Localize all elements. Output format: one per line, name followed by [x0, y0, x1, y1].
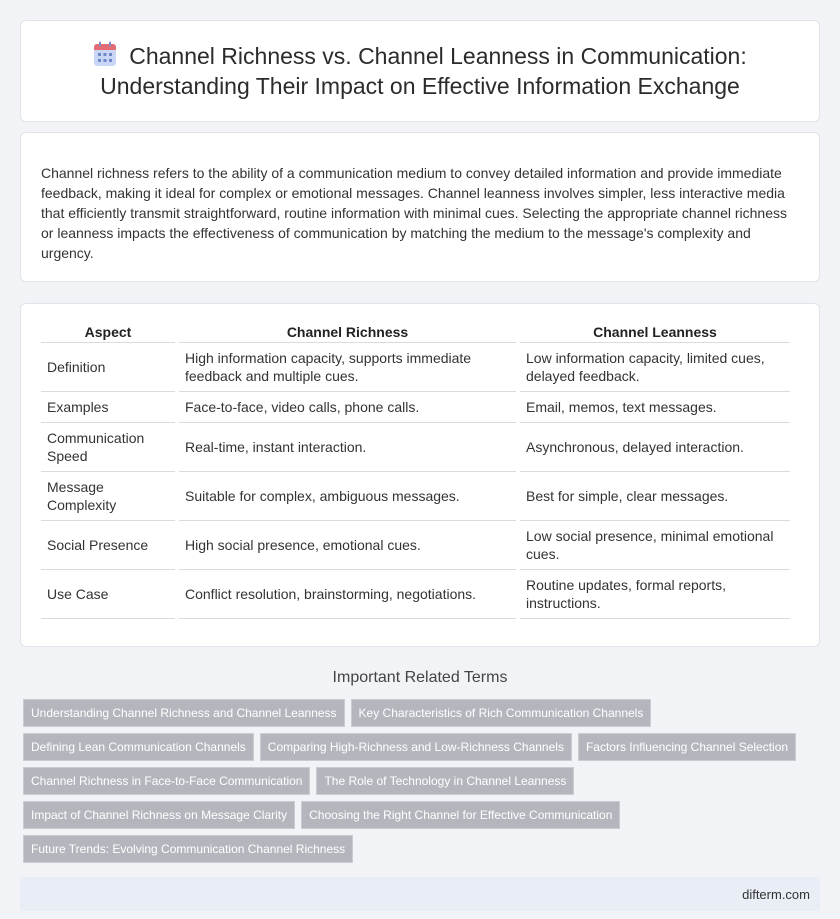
table-row [41, 472, 790, 521]
row-richness: High information capacity, supports immediate feedback and multiple cues. [179, 343, 516, 392]
header-channel-leanness: Channel Leanness [520, 322, 790, 343]
related-term-link[interactable]: Key Characteristics of Rich Communication Channels [351, 699, 652, 727]
row-aspect: Definition [41, 343, 175, 392]
row-leanness: Low information capacity, limited cues, delayed feedback. [520, 343, 790, 392]
row-leanness: Low social presence, minimal emotional cues. [520, 521, 790, 570]
row-leanness: Best for simple, clear messages. [520, 472, 790, 521]
row-aspect: Examples [41, 392, 175, 423]
related-term-link[interactable]: Future Trends: Evolving Communication Channel Richness [23, 835, 353, 863]
title-card [20, 20, 820, 122]
table-row [41, 392, 790, 423]
footer [20, 877, 820, 911]
table-row [41, 570, 790, 619]
table-row [41, 343, 790, 392]
related-term-link[interactable]: Impact of Channel Richness on Message Clarity [23, 801, 295, 829]
related-term-link[interactable]: Channel Richness in Face-to-Face Communication [23, 767, 310, 795]
row-richness: Real-time, instant interaction. [179, 423, 516, 472]
related-term-link[interactable]: Understanding Channel Richness and Channel Leanness [23, 699, 345, 727]
footer-site-link[interactable]: difterm.com [742, 886, 810, 902]
related-term-link[interactable]: Comparing High-Richness and Low-Richness Channels [260, 733, 572, 761]
row-richness: Face-to-face, video calls, phone calls. [179, 392, 516, 423]
related-terms-list [20, 699, 820, 863]
related-term-link[interactable]: Defining Lean Communication Channels [23, 733, 254, 761]
row-aspect: Message Complexity [41, 472, 175, 521]
row-aspect: Communication Speed [41, 423, 175, 472]
related-term-link[interactable]: The Role of Technology in Channel Leanness [316, 767, 574, 795]
comparison-table [37, 322, 794, 619]
page-title-text: Channel Richness vs. Channel Leanness in Communication: Understanding Their Impact on Effective Information Exchange [100, 43, 747, 99]
intro-paragraph: Channel richness refers to the ability of a communication medium to convey detailed information and provide immediate feedback, making it ideal for complex or emotional messages. Channel leanness involves simpler, less interactive media that efficiently transmit straightforward, routine information with minimal cues. Selecting the appropriate channel richness or leanness impacts the effectiveness of communication by matching the medium to the message's complexity and urgency. [41, 165, 787, 261]
row-leanness: Routine updates, formal reports, instructions. [520, 570, 790, 619]
intro-card [20, 132, 820, 282]
row-leanness: Asynchronous, delayed interaction. [520, 423, 790, 472]
table-row [41, 521, 790, 570]
table-header-row [41, 322, 790, 343]
row-aspect: Social Presence [41, 521, 175, 570]
row-leanness: Email, memos, text messages. [520, 392, 790, 423]
row-richness: Conflict resolution, brainstorming, negotiations. [179, 570, 516, 619]
table-row [41, 423, 790, 472]
related-terms-section [20, 669, 820, 863]
related-term-link[interactable]: Factors Influencing Channel Selection [578, 733, 796, 761]
row-aspect: Use Case [41, 570, 175, 619]
header-aspect: Aspect [41, 322, 175, 343]
page-title [51, 41, 789, 101]
calendar-icon [93, 41, 117, 67]
row-richness: Suitable for complex, ambiguous messages. [179, 472, 516, 521]
header-channel-richness: Channel Richness [179, 322, 516, 343]
related-term-link[interactable]: Choosing the Right Channel for Effective Communication [301, 801, 620, 829]
related-terms-title: Important Related Terms [332, 669, 508, 686]
row-richness: High social presence, emotional cues. [179, 521, 516, 570]
comparison-card [20, 303, 820, 647]
